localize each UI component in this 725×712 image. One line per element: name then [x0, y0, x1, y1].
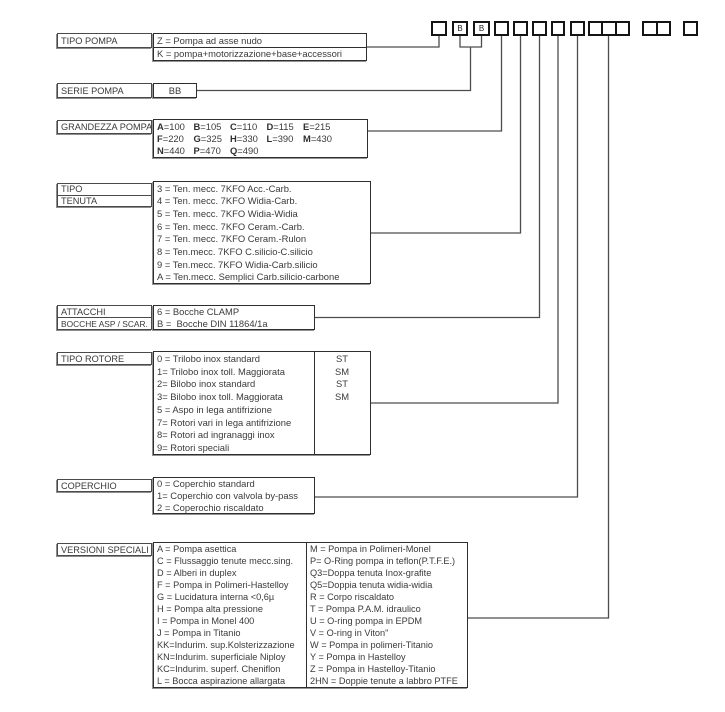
versioni-right-column — [307, 543, 467, 687]
rotor-tag: ST — [336, 378, 348, 390]
option-row: I = Pompa in Monel 400 — [157, 616, 255, 626]
rotor-tag: SM — [334, 365, 350, 377]
option-row — [154, 441, 370, 454]
option-row: 6 = Bocche CLAMP — [157, 306, 240, 318]
size-letter: B — [193, 120, 201, 132]
code-box-12 — [644, 23, 656, 34]
code-box-1 — [431, 21, 447, 36]
size-letter: E — [303, 120, 310, 132]
size-value: =105 — [200, 120, 222, 132]
option-row: K = pompa+motorizzazione+base+accessori — [157, 48, 343, 60]
label-serie-pompa — [57, 83, 152, 98]
size-code — [194, 121, 231, 132]
size-code — [303, 133, 340, 144]
wire-serie-bar — [460, 36, 482, 47]
options-tipo-pompa — [153, 33, 367, 61]
rotor-text: 8= Rotori ad ingranaggi inox — [157, 429, 275, 441]
option-row: J = Pompa in Titanio — [157, 628, 241, 638]
rotor-text: 3= Bilobo inox toll. Maggiorata — [157, 391, 283, 403]
label-text: TIPO ROTORE — [61, 353, 125, 364]
option-row: D = Alberi in duplex — [157, 568, 237, 578]
rotor-text: 5 = Aspo in lega antifrizione — [157, 403, 272, 415]
option-row: P= O-Ring pompa in teflon(P.T.F.E.) — [310, 556, 456, 566]
code-box-3 — [473, 21, 490, 36]
code-box-7 — [551, 21, 565, 36]
code-box-value: B — [457, 24, 463, 33]
size-code — [230, 145, 267, 156]
option-row — [154, 416, 370, 429]
size-letter: M — [303, 132, 311, 144]
option-row: F = Pompa in Polimeri-Hastelloy — [157, 580, 289, 590]
size-code — [267, 133, 304, 144]
option-row: C = Flussaggio tenute mecc.sing. — [157, 556, 294, 566]
size-letter: Q — [230, 145, 238, 157]
option-row: L = Bocca aspirazione allargata — [157, 676, 286, 686]
size-code — [230, 121, 267, 132]
option-row: 4 = Ten. mecc. 7KFO Widia-Carb. — [157, 195, 298, 207]
code-box-10 — [601, 23, 614, 34]
option-row: R = Corpo riscaldato — [310, 592, 395, 602]
option-row: 1= Coperchio con valvola by-pass — [157, 490, 298, 501]
option-row: M = Pompa in Polimeri-Monel — [310, 544, 431, 554]
size-letter: F — [157, 132, 163, 144]
option-row — [154, 365, 370, 378]
rotor-text: 0 = Trilobo inox standard — [157, 352, 260, 364]
size-code — [157, 145, 194, 156]
size-letter: L — [266, 132, 273, 144]
size-letter: H — [230, 132, 237, 144]
option-row — [154, 390, 370, 403]
label-text: BOCCHE ASP / SCAR. — [58, 317, 151, 329]
rotor-tag: ST — [336, 352, 348, 364]
option-row: A = Pompa asettica — [157, 544, 237, 554]
size-value: =390 — [272, 132, 294, 144]
size-letter: N — [157, 145, 164, 157]
size-value: =110 — [236, 120, 258, 132]
option-row: 7 = Ten. mecc. 7KFO Ceram.-Rulon — [157, 233, 307, 245]
option-row: 6 = Ten. mecc. 7KFO Ceram.-Carb. — [157, 220, 305, 232]
option-row: Z = Pompa in Hastelloy-Titanio — [310, 664, 436, 674]
code-box-group-3 — [588, 21, 630, 36]
size-code — [230, 133, 267, 144]
option-row — [154, 429, 370, 442]
code-box-5 — [513, 21, 528, 36]
size-letter: A — [157, 120, 164, 132]
option-row: 0 = Coperchio standard — [157, 478, 255, 490]
code-box-14 — [683, 21, 698, 36]
size-letter: P — [193, 145, 200, 157]
wire-versioni — [468, 36, 609, 618]
code-box-8 — [570, 21, 585, 36]
option-row: Q3=Doppa tenuta Inox-grafite — [310, 568, 432, 578]
rotor-text: 7= Rotori vari in lega antifrizione — [157, 416, 292, 428]
option-row: B = Bocche DIN 11864/1a — [157, 317, 268, 329]
label-text: COPERCHIO — [61, 480, 117, 491]
code-box-4 — [494, 21, 509, 36]
label-tipo-tenuta — [57, 183, 152, 207]
option-row: Z = Pompa ad asse nudo — [154, 34, 366, 48]
option-row: KK=Indurim. sup.Kolsterizzazione — [157, 640, 295, 650]
size-value: =330 — [236, 132, 258, 144]
label-text: TENUTA — [58, 195, 151, 207]
code-box-group-2 — [642, 21, 671, 36]
rotor-tag: SM — [334, 391, 350, 403]
option-row: KC=Indurim. superf. Cheniflon — [157, 664, 281, 674]
code-box-13 — [656, 23, 670, 34]
size-code — [157, 121, 194, 132]
size-code — [303, 121, 340, 132]
size-value: =100 — [163, 120, 185, 132]
wire-tenuta — [371, 36, 521, 233]
option-row: H = Pompa alta pressione — [157, 604, 263, 614]
option-row — [154, 378, 370, 391]
option-row: Y = Pompa in Hastelloy — [310, 652, 406, 662]
label-coperchio — [57, 479, 152, 492]
size-code — [194, 145, 231, 156]
option-row: U = O-ring pompa in EPDM — [310, 616, 423, 626]
options-versioni-speciali — [153, 542, 468, 688]
option-row: 3 = Ten. mecc. 7KFO Acc.-Carb. — [157, 182, 292, 194]
option-row: W = Pompa in polimeri-Titanio — [310, 640, 433, 650]
size-letter: G — [193, 132, 201, 144]
label-tipo-rotore — [57, 352, 152, 365]
options-coperchio — [153, 477, 315, 514]
code-box-11 — [615, 23, 628, 34]
size-code — [157, 133, 194, 144]
size-letter: D — [266, 120, 274, 132]
option-row: KN=Indurim. superficiale Niploy — [157, 652, 286, 662]
label-text: VERSIONI SPECIALI — [61, 544, 149, 555]
options-attacchi — [153, 305, 315, 330]
code-box-9 — [590, 23, 601, 34]
label-text: ATTACCHI — [61, 306, 106, 317]
option-row: 5 = Ten. mecc. 7KFO Widia-Widia — [157, 208, 298, 220]
option-row: 8 = Ten.mecc. 7KFO C.silicio-C.silicio — [157, 245, 313, 257]
size-value: =215 — [309, 120, 331, 132]
label-attacchi — [57, 305, 152, 330]
size-value: =440 — [163, 145, 185, 157]
option-row: 2HN = Doppie tenute a labbro PTFE — [310, 676, 458, 686]
option-row: G = Lucidatura interna <0,6µ — [157, 592, 275, 602]
options-tipo-tenuta — [153, 181, 371, 284]
option-row: Q5=Doppia tenuta widia-widia — [310, 580, 433, 590]
size-value: =325 — [200, 132, 222, 144]
wire-tipo-pompa — [367, 36, 439, 47]
option-row: V = O-ring in Viton" — [310, 628, 389, 638]
label-versioni-speciali — [57, 543, 152, 556]
rotor-text: 2= Bilobo inox standard — [157, 378, 256, 390]
size-code — [267, 121, 304, 132]
option-row: 9 = Ten.mecc. 7KFO Widia-Carb.silicio — [157, 258, 318, 270]
label-text: TIPO POMPA — [61, 35, 118, 46]
option-row: 2 = Coperochio riscaldato — [157, 501, 264, 513]
size-value: =470 — [199, 145, 221, 157]
size-value: =115 — [273, 120, 294, 132]
serie-pompa-value: BB — [153, 83, 197, 98]
rotor-text: 9= Rotori speciali — [157, 442, 230, 454]
option-row: A = Ten.mecc. Semplici Carb.silicio-carbone — [157, 271, 340, 283]
code-box-value: B — [478, 24, 485, 33]
wire-grandezza — [368, 36, 502, 131]
size-value: =430 — [310, 132, 332, 144]
label-grandezza-pompa — [57, 120, 152, 134]
options-tipo-rotore — [153, 351, 371, 455]
option-row — [154, 403, 370, 416]
column-divider — [314, 352, 315, 454]
versioni-left-column — [154, 543, 305, 687]
option-row: T = Pompa P.A.M. idraulico — [310, 604, 421, 614]
label-text: SERIE POMPA — [61, 85, 124, 96]
rotor-text: 1= Trilobo inox toll. Maggiorata — [157, 365, 285, 377]
size-value: =220 — [162, 132, 184, 144]
size-code — [194, 133, 231, 144]
label-text: GRANDEZZA POMPA — [61, 122, 153, 132]
option-row — [154, 352, 370, 365]
code-box-2 — [452, 21, 468, 36]
options-grandezza-pompa — [153, 119, 368, 158]
code-box-6 — [532, 21, 547, 36]
label-text: TIPO — [61, 184, 83, 195]
size-letter: C — [230, 120, 237, 132]
size-value: =490 — [237, 145, 259, 157]
size-grid — [154, 120, 367, 157]
label-tipo-pompa — [57, 33, 152, 48]
